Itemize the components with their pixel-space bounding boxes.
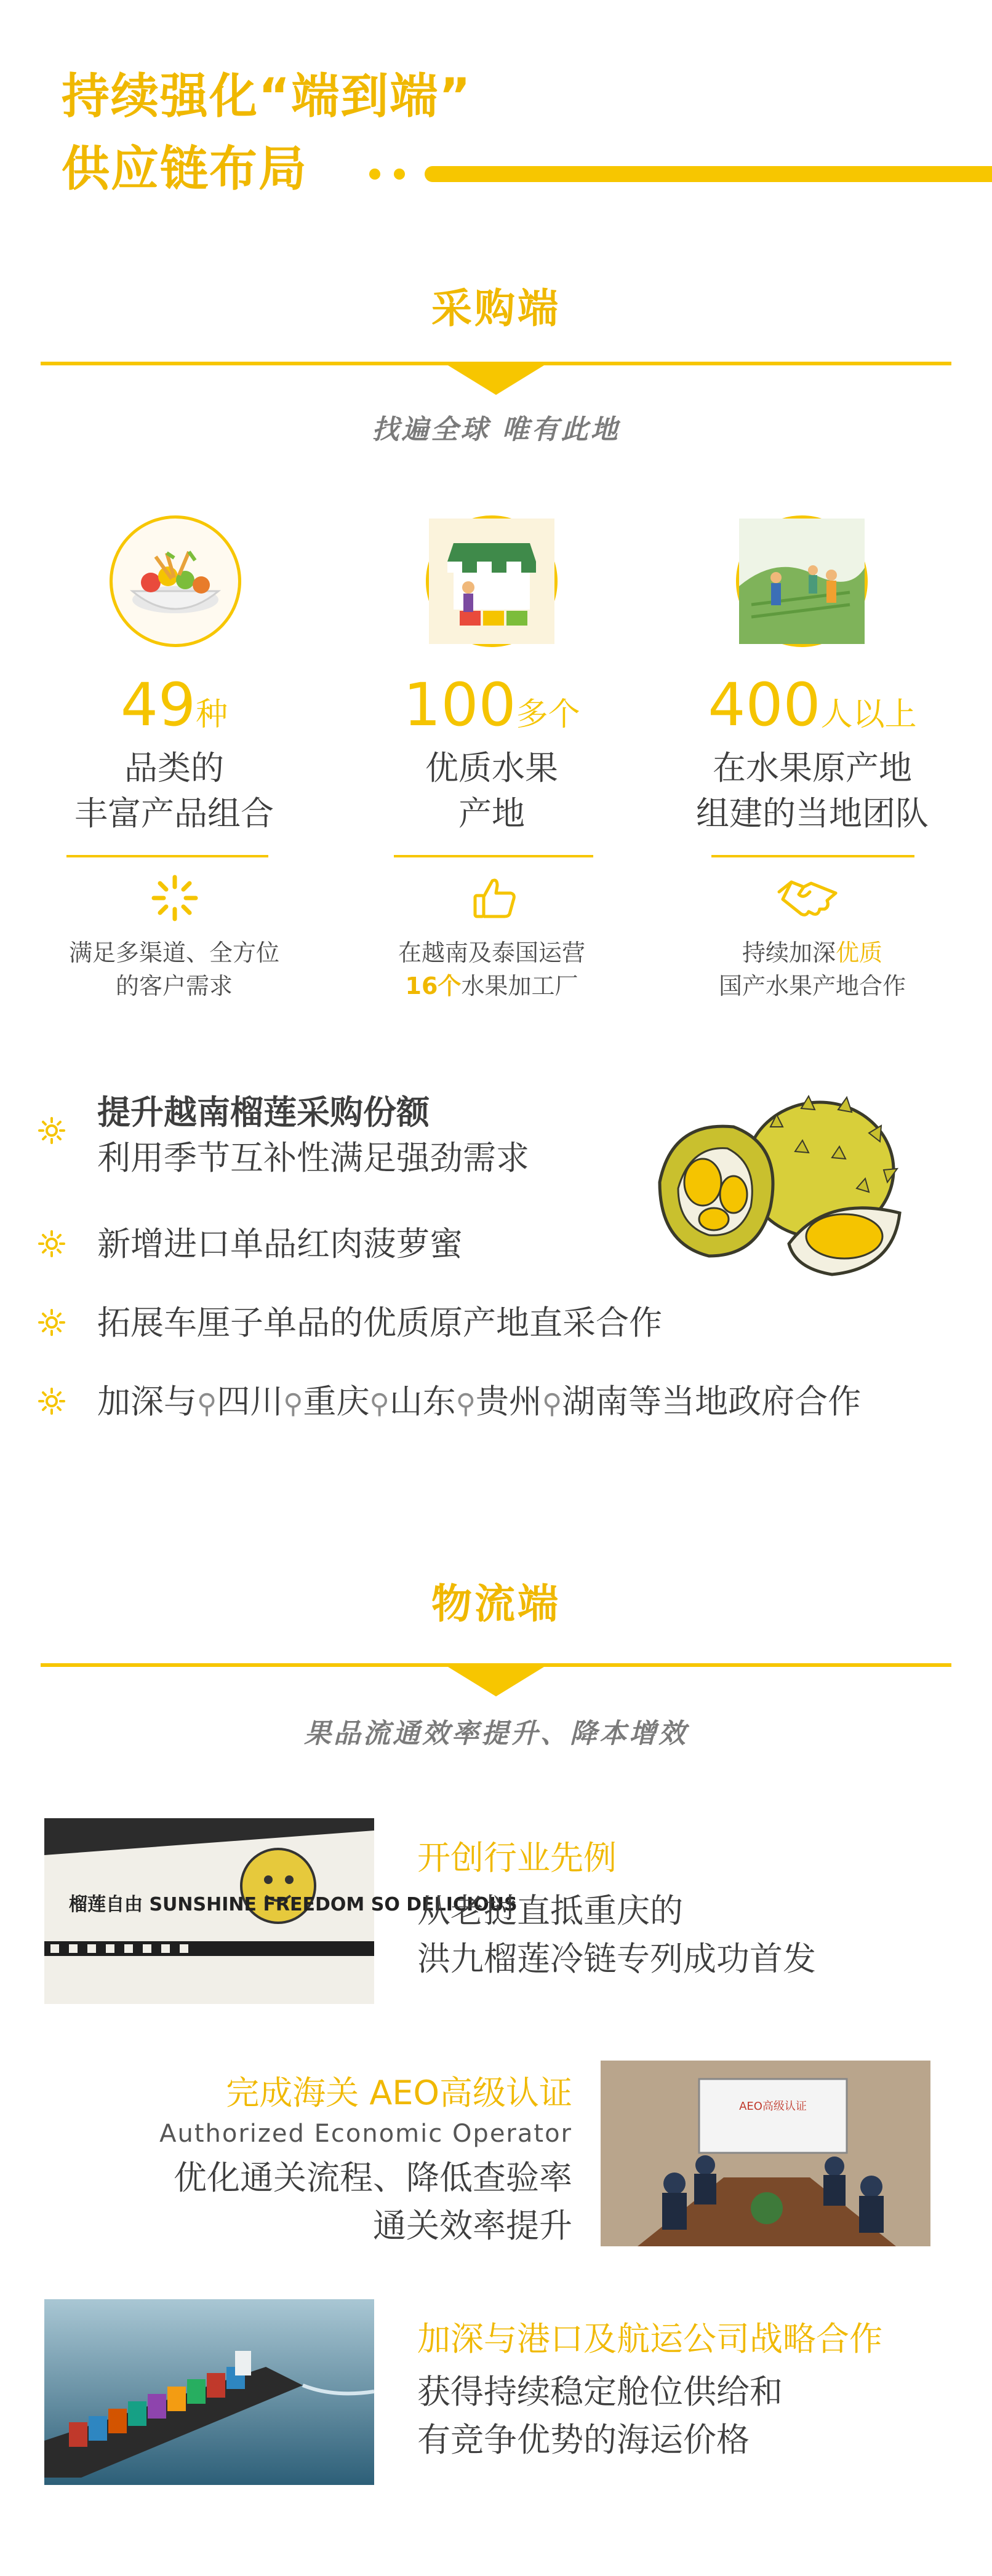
place-label: 重庆 — [303, 1382, 370, 1421]
page-title-line2: 供应链布局 — [62, 141, 308, 197]
logistics-item2-subtitle: Authorized Economic Operator — [159, 2120, 572, 2148]
logistics-divider-tab — [448, 1667, 544, 1696]
sun-icon — [38, 1117, 65, 1147]
sun-icon — [38, 1309, 65, 1338]
location-pin-icon: ⚲ — [369, 1388, 390, 1420]
fruit-bowl-illustration — [110, 515, 241, 647]
logistics-item2-title: 完成海关 AEO高级认证 — [226, 2073, 572, 2112]
bullet-suffix: 等当地政府合作 — [628, 1382, 862, 1421]
feature-categories-line1: 满足多渠道、全方位 — [68, 939, 279, 966]
bullet-durian-line2: 利用季节互补性满足强劲需求 — [97, 1139, 529, 1177]
stat-unit: 多个 — [516, 696, 580, 733]
stat-number: 100 — [403, 670, 516, 739]
cargo-ship-photo — [44, 2299, 374, 2485]
logistics-item3-line1: 获得持续稳定舱位供给和 — [417, 2372, 783, 2411]
procurement-divider-tab — [448, 365, 544, 395]
procurement-heading: 采购端 — [431, 285, 561, 332]
sparkle-icon — [150, 873, 199, 925]
location-pin-icon: ⚲ — [197, 1388, 217, 1420]
logistics-item1-line1: 从老挝直抵重庆的 — [417, 1891, 683, 1930]
stat-team-number — [652, 670, 972, 739]
logistics-item3-title: 加深与港口及航运公司战略合作 — [417, 2320, 882, 2358]
logistics-item3-line2: 有竞争优势的海运价格 — [417, 2420, 750, 2459]
stat-origins-line1: 优质水果 — [425, 749, 558, 787]
bullet-government — [97, 1379, 861, 1427]
screen-text: AEO高级认证 — [739, 2100, 807, 2113]
feature-highlight: 16个 — [405, 972, 462, 1000]
feature-categories-line2: 的客户需求 — [115, 972, 233, 1000]
feature-team-line1 — [665, 936, 960, 969]
feature-highlight: 优质 — [836, 939, 883, 966]
feature-text: 持续加深 — [742, 939, 836, 966]
orchard-team-illustration — [736, 515, 868, 647]
stat-divider — [394, 855, 593, 857]
handshake-icon — [777, 873, 838, 925]
stat-categories-number — [48, 670, 300, 739]
place-label: 四川 — [217, 1382, 284, 1421]
stat-team-line1: 在水果原产地 — [713, 749, 912, 787]
stat-team-line2: 组建的当地团队 — [696, 794, 929, 833]
stat-origins-number — [366, 670, 618, 739]
stat-divider — [711, 855, 914, 857]
thumbs-up-icon — [470, 873, 519, 925]
bullet-cherry: 拓展车厘子单品的优质原产地直采合作 — [97, 1303, 662, 1342]
logistics-item2-line1: 优化通关流程、降低查验率 — [174, 2158, 572, 2197]
stat-unit: 人以上 — [820, 696, 917, 733]
logistics-item1-title: 开创行业先例 — [417, 1839, 617, 1877]
feature-text: 水果加工厂 — [461, 972, 578, 1000]
page-title-line1: 持续强化“端到端” — [62, 69, 472, 124]
place-label: 湖南 — [562, 1382, 629, 1421]
sun-icon — [38, 1388, 65, 1417]
place-label: 贵州 — [475, 1382, 542, 1421]
stat-number: 49 — [120, 670, 196, 739]
logistics-heading: 物流端 — [431, 1580, 561, 1628]
fruit-market-illustration — [426, 515, 558, 647]
stat-unit: 种 — [196, 696, 228, 733]
stat-categories-line1: 品类的 — [124, 749, 224, 787]
durian-illustration — [635, 1090, 930, 1295]
meeting-room-photo — [601, 2061, 930, 2246]
title-accent-bar — [425, 166, 992, 182]
logistics-item1-line2: 洪九榴莲冷链专列成功首发 — [417, 1939, 816, 1978]
bullet-prefix: 加深与 — [97, 1382, 197, 1421]
procurement-subtitle: 找遍全球 唯有此地 — [372, 414, 620, 445]
logistics-item2-line2: 通关效率提升 — [373, 2206, 572, 2245]
feature-team-line2: 国产水果产地合作 — [718, 972, 906, 1000]
feature-origins-line1: 在越南及泰国运营 — [398, 939, 585, 966]
title-dot — [394, 169, 405, 180]
bullet-durian-line1: 提升越南榴莲采购份额 — [97, 1093, 430, 1132]
feature-origins-line2 — [366, 969, 618, 1003]
banner-text: 榴莲自由 SUNSHINE FREEDOM SO DELICIOUS — [69, 1894, 518, 1915]
sun-icon — [38, 1230, 65, 1260]
stat-categories-line2: 丰富产品组合 — [74, 794, 274, 833]
bullet-jackfruit: 新增进口单品红肉菠萝蜜 — [97, 1225, 463, 1263]
stat-number: 400 — [708, 670, 821, 739]
location-pin-icon: ⚲ — [542, 1388, 562, 1420]
title-dot — [369, 169, 380, 180]
place-label: 山东 — [389, 1382, 456, 1421]
location-pin-icon: ⚲ — [455, 1388, 476, 1420]
stat-origins-line2: 产地 — [458, 794, 525, 833]
location-pin-icon: ⚲ — [283, 1388, 303, 1420]
logistics-subtitle: 果品流通效率提升、降本增效 — [304, 1718, 688, 1749]
stat-divider — [66, 855, 268, 857]
